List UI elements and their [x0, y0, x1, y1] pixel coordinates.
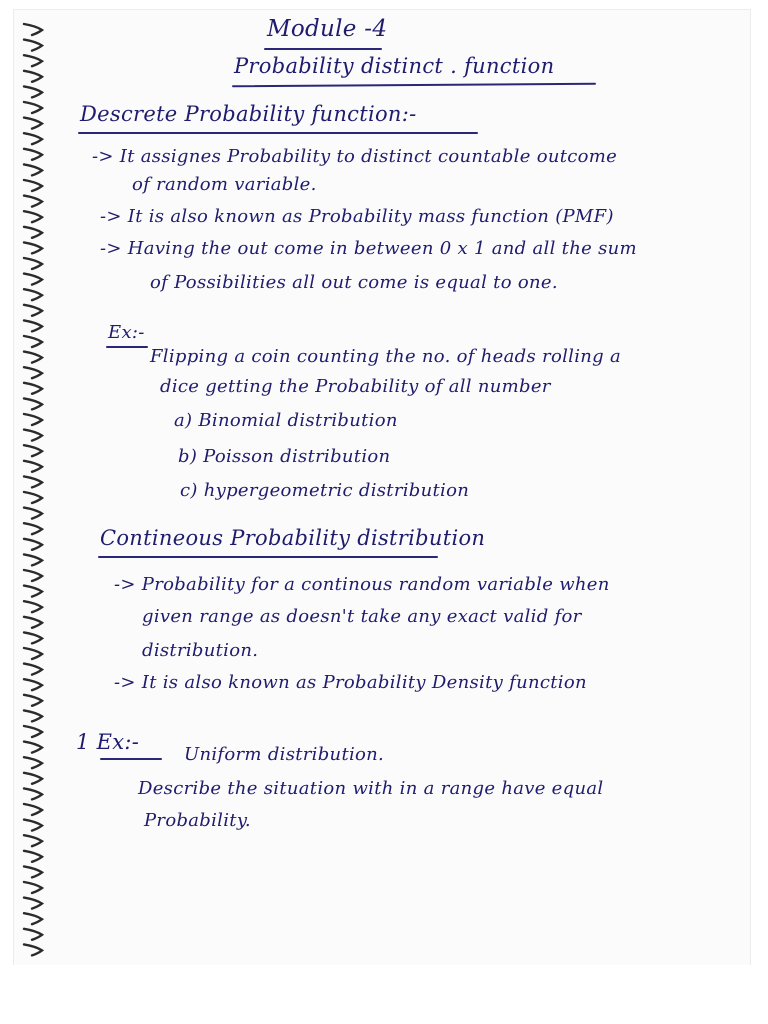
spiral-ring: [24, 617, 42, 628]
spiral-ring: [24, 664, 42, 675]
spiral-ring: [24, 695, 42, 706]
spiral-ring: [24, 773, 42, 784]
spiral-ring: [24, 882, 42, 893]
spiral-ring: [24, 71, 42, 82]
spiral-ring: [24, 944, 42, 955]
distribution-item-b: b) Poisson distribution: [178, 446, 391, 467]
spiral-ring: [24, 820, 42, 831]
spiral-ring: [24, 461, 42, 472]
example-label-1: Ex:-: [108, 322, 145, 343]
spiral-ring: [24, 289, 42, 300]
spiral-ring: [24, 866, 42, 877]
spiral-ring: [24, 430, 42, 441]
spiral-ring: [24, 242, 42, 253]
spiral-ring: [24, 274, 42, 285]
spiral-ring: [24, 726, 42, 737]
page-bottom-margin: [0, 965, 768, 1024]
spiral-ring: [24, 336, 42, 347]
section-heading-continuous: Contineous Probability distribution: [100, 526, 486, 550]
spiral-ring: [24, 851, 42, 862]
continuous-line-4: -> It is also known as Probability Density function: [114, 672, 587, 693]
spiral-ring: [24, 476, 42, 487]
discrete-line-2: of random variable.: [132, 174, 317, 195]
spiral-binding-icon: [18, 16, 58, 966]
spiral-ring: [24, 929, 42, 940]
discrete-line-5: of Possibilities all out come is equal to one.: [150, 272, 558, 293]
spiral-ring: [24, 320, 42, 331]
discrete-line-3: -> It is also known as Probability mass function (PMF): [100, 206, 614, 227]
spiral-ring: [24, 492, 42, 503]
spiral-ring: [24, 757, 42, 768]
section-heading-discrete: Descrete Probability function:-: [80, 102, 417, 126]
distribution-item-a: a) Binomial distribution: [174, 410, 398, 431]
spiral-ring: [24, 898, 42, 909]
uniform-line-1: Describe the situation with in a range have equal: [138, 778, 604, 799]
spiral-ring: [24, 788, 42, 799]
spiral-ring: [24, 913, 42, 924]
spiral-ring: [24, 24, 42, 35]
spiral-ring: [24, 40, 42, 51]
page-title: Module -4: [267, 16, 388, 42]
continuous-line-2: given range as doesn't take any exact valid for: [142, 606, 582, 627]
spiral-ring: [24, 367, 42, 378]
spiral-ring: [24, 55, 42, 66]
spiral-ring: [24, 211, 42, 222]
spiral-ring: [24, 523, 42, 534]
spiral-ring: [24, 414, 42, 425]
spiral-ring: [24, 742, 42, 753]
spiral-ring: [24, 601, 42, 612]
spiral-ring: [24, 383, 42, 394]
spiral-ring: [24, 118, 42, 129]
discrete-line-1: -> It assignes Probability to distinct countable outcome: [92, 146, 618, 167]
spiral-ring: [24, 398, 42, 409]
spiral-ring: [24, 86, 42, 97]
spiral-ring: [24, 445, 42, 456]
spiral-ring: [24, 180, 42, 191]
spiral-ring: [24, 679, 42, 690]
spiral-ring: [24, 196, 42, 207]
spiral-ring: [24, 632, 42, 643]
spiral-ring: [24, 164, 42, 175]
spiral-ring: [24, 586, 42, 597]
example-label-underline: [106, 346, 148, 348]
spiral-ring: [24, 227, 42, 238]
example-line-2: dice getting the Probability of all number: [160, 376, 551, 397]
uniform-line-2: Probability.: [144, 810, 251, 831]
spiral-ring: [24, 352, 42, 363]
discrete-line-4: -> Having the out come in between 0 x 1 and all the sum: [100, 238, 637, 259]
spiral-ring: [24, 508, 42, 519]
spiral-ring: [24, 835, 42, 846]
spiral-ring: [24, 133, 42, 144]
uniform-distribution: Uniform distribution.: [184, 744, 385, 765]
continuous-line-3: distribution.: [142, 640, 259, 661]
subtitle-underline: [232, 83, 596, 88]
spiral-ring: [24, 554, 42, 565]
spiral-ring: [24, 149, 42, 160]
notebook-page: [14, 10, 750, 965]
spiral-ring: [24, 648, 42, 659]
spiral-ring: [24, 305, 42, 316]
spiral-ring: [24, 539, 42, 550]
continuous-heading-underline: [98, 556, 438, 558]
spiral-ring: [24, 102, 42, 113]
example-label-2: 1 Ex:-: [76, 730, 140, 754]
continuous-line-1: -> Probability for a continous random variable when: [114, 574, 610, 595]
spiral-ring: [24, 570, 42, 581]
page-subtitle: Probability distinct . function: [234, 54, 555, 78]
title-underline: [264, 48, 382, 50]
distribution-item-c: c) hypergeometric distribution: [180, 480, 470, 501]
spiral-ring: [24, 258, 42, 269]
section-heading-underline: [78, 132, 478, 134]
spiral-ring: [24, 710, 42, 721]
example-line-1: Flipping a coin counting the no. of heads rolling a: [150, 346, 622, 367]
spiral-ring: [24, 804, 42, 815]
example-label-2-underline: [100, 758, 162, 760]
